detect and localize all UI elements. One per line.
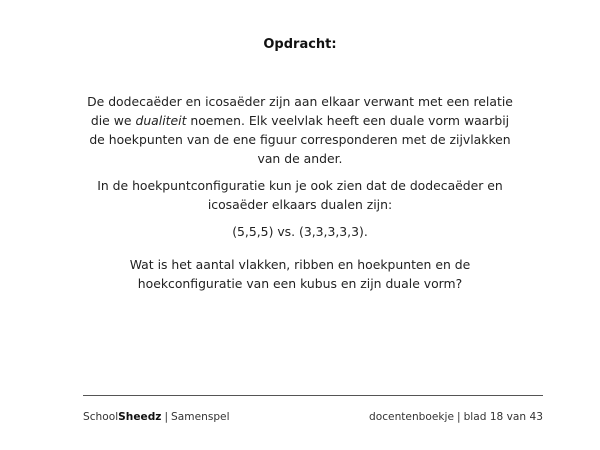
booklet-name: docentenboekje: [369, 411, 454, 423]
footer-separator-left: |: [164, 411, 169, 423]
paragraph-vertex-configuration: In de hoekpuntconfiguratie kun je ook zien dat de dodecaëder en icosaëder elkaars dualen zijn:: [97, 178, 503, 212]
assignment-heading: Opdracht:: [263, 37, 337, 52]
vertex-configuration-formula: (5,5,5) vs. (3,3,3,3,3).: [232, 224, 368, 239]
paragraph-duality-part1: De dodecaëder en icosaëder zijn aan elkaar verwant met een relatie die we: [87, 94, 513, 128]
paragraph-duality-part2: noemen. Elk veelvlak heeft een duale vorm waarbij de hoekpunten van de ene figuur corresponderen met de zijvlakken van de ander.: [89, 113, 511, 166]
page-number: blad 18 van 43: [463, 411, 543, 423]
series-name: Samenspel: [171, 411, 230, 423]
page-footer: [83, 411, 543, 423]
footer-right: [369, 411, 543, 423]
footer-divider: [83, 395, 543, 396]
paragraph-duality: [82, 92, 518, 168]
footer-separator-right: |: [456, 411, 461, 423]
assignment-body: [82, 92, 518, 249]
footer-left: [83, 411, 230, 423]
brand-name-part2: Sheedz: [118, 411, 162, 423]
duality-term: dualiteit: [135, 113, 187, 128]
brand-name-part1: School: [83, 411, 119, 423]
assignment-question: Wat is het aantal vlakken, ribben en hoekpunten en de hoekconfiguratie van een kubus en zijn duale vorm?: [129, 257, 471, 291]
